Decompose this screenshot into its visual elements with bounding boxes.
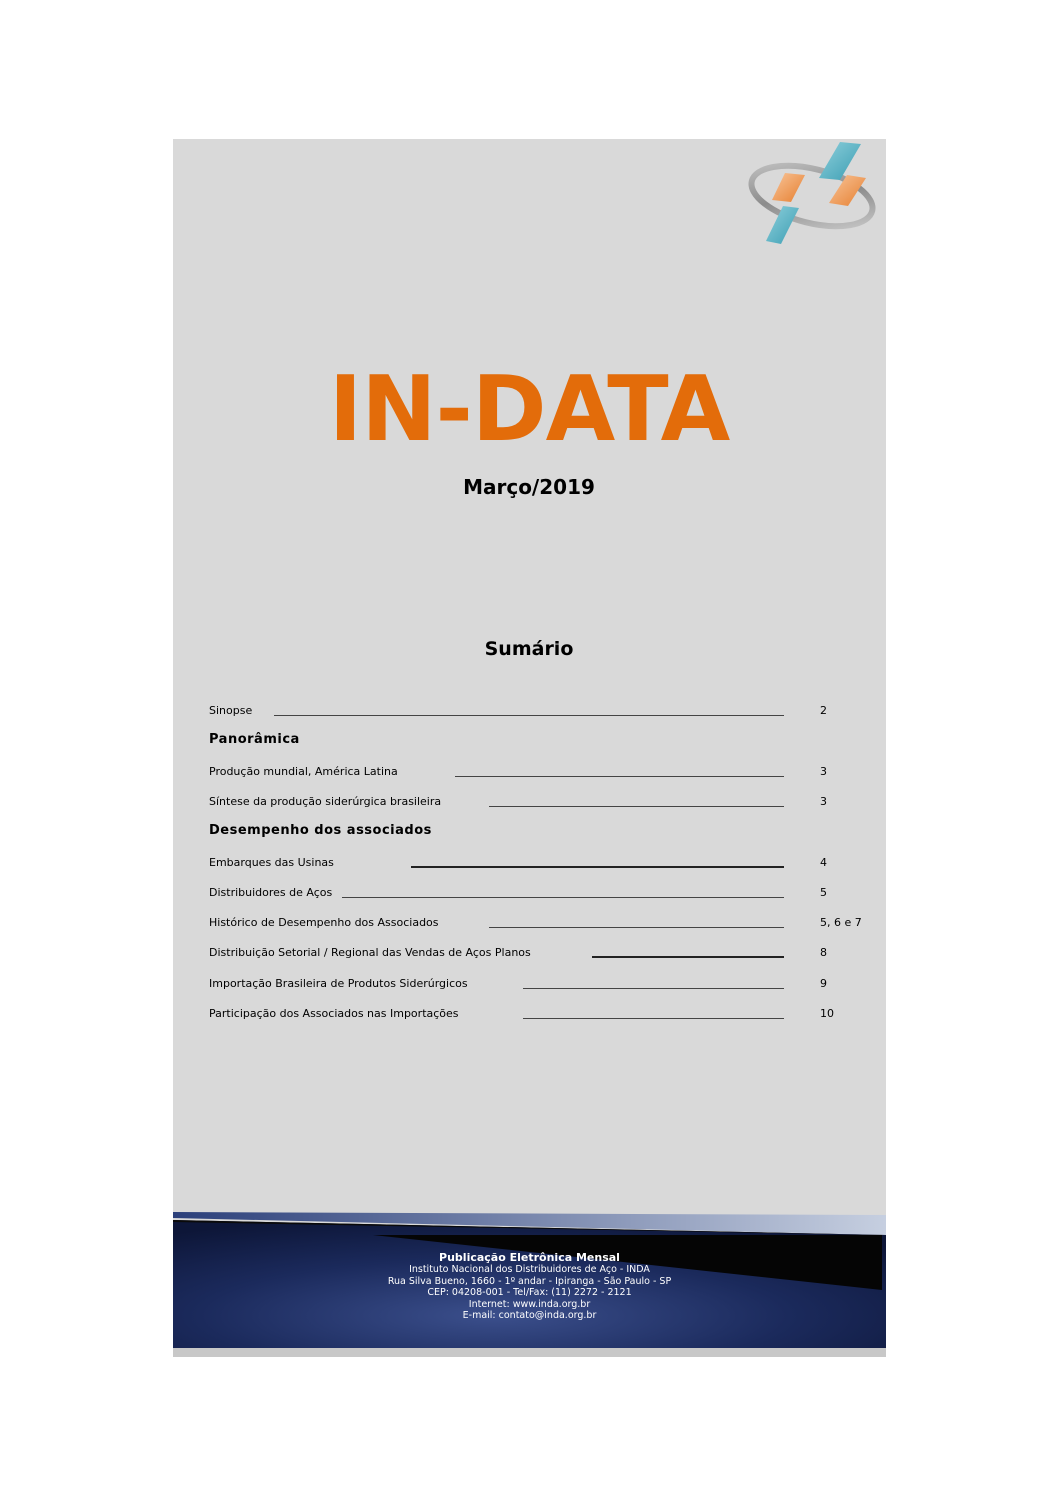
document-title: IN-DATA [328,357,730,462]
toc-entry-producao-mundial[interactable] [209,764,869,780]
toc-leader-line [342,897,784,898]
toc-entry-label: Importação Brasileira de Produtos Siderúrgicos [209,977,468,990]
toc-entry-label: Produção mundial, América Latina [209,765,398,778]
toc-entry-label: Distribuição Setorial / Regional das Vendas de Aços Planos [209,946,531,959]
toc-leader-line [489,927,784,928]
toc-entry-distribuicao-setorial[interactable] [209,945,869,961]
toc-entry-distribuidores[interactable] [209,885,869,901]
toc-entry-historico[interactable] [209,915,869,931]
footer-phone: CEP: 04208-001 - Tel/Fax: (11) 2272 - 2121 [427,1287,632,1298]
toc-section-panoramica: Panorâmica [209,732,300,747]
footer-title: Publicação Eletrônica Mensal [439,1251,620,1264]
toc-page-number: 4 [820,856,827,869]
footer-address: Rua Silva Bueno, 1660 - 1º andar - Ipiranga - São Paulo - SP [387,1275,672,1287]
toc-entry-label: Distribuidores de Aços [209,886,333,899]
document-date: Março/2019 [463,475,595,499]
toc-page-number: 5 [820,886,827,899]
toc-entry-embarques[interactable] [209,855,869,871]
toc-page-number: 2 [820,704,827,717]
toc-leader-line [523,1018,784,1019]
footer-email[interactable]: E-mail: contato@inda.org.br [462,1310,597,1321]
inda-logo-icon [745,140,880,248]
toc-entry-sinopse[interactable] [209,703,869,719]
toc-leader-line [523,988,784,989]
toc-entry-label: Síntese da produção siderúrgica brasileira [209,795,442,808]
toc-entry-participacao[interactable] [209,1006,869,1022]
toc-leader-line [455,776,784,777]
toc-section-desempenho: Desempenho dos associados [209,823,432,838]
toc-entry-label: Sinopse [209,704,253,717]
toc-page-number: 5, 6 e 7 [820,916,862,929]
toc-page-number: 10 [820,1007,834,1020]
toc-entry-label: Embarques das Usinas [209,856,334,869]
footer-institute: Instituto Nacional dos Distribuidores de Aço - INDA [409,1264,650,1275]
toc-page-number: 9 [820,977,827,990]
toc-entry-importacao[interactable] [209,976,869,992]
toc-page-number: 8 [820,946,827,959]
summary-heading: Sumário [484,638,574,660]
footer-text [173,1251,886,1322]
toc-page-number: 3 [820,765,827,778]
toc-leader-line [411,866,784,868]
toc-page-number: 3 [820,795,827,808]
toc-entry-sintese[interactable] [209,794,869,810]
toc-leader-line [274,715,784,716]
footer-website[interactable]: Internet: www.inda.org.br [468,1298,591,1310]
toc-entry-label: Histórico de Desempenho dos Associados [209,916,439,929]
toc-leader-line [489,806,784,807]
toc-leader-line [592,956,784,958]
toc-entry-label: Participação dos Associados nas Importações [209,1007,459,1020]
